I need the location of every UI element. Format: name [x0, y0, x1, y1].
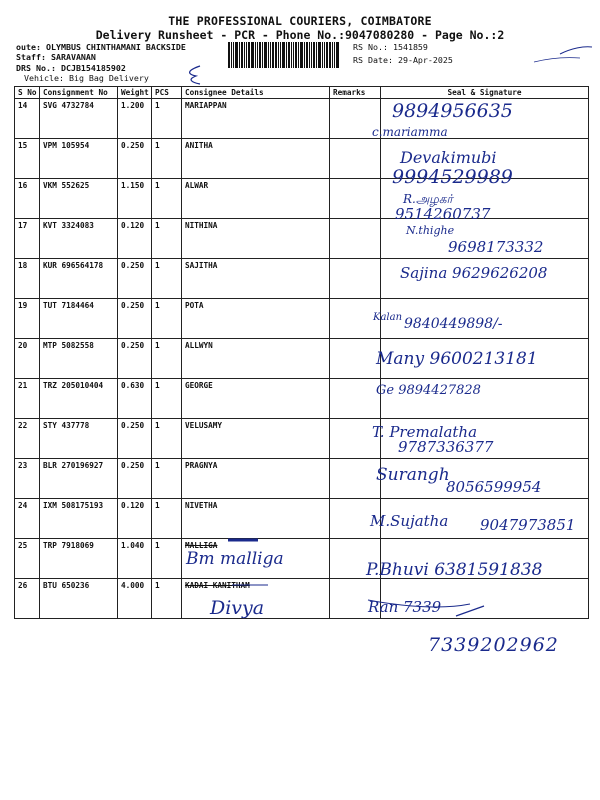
col-remarks: Remarks	[330, 87, 381, 99]
cell-consignee: ANITHA	[182, 139, 330, 179]
cell-weight: 1.040	[118, 539, 152, 579]
cell-consignee: NIVETHA	[182, 499, 330, 539]
col-pcs: PCS	[152, 87, 182, 99]
cell-consignment-no: IXM 508175193	[40, 499, 118, 539]
cell-sno: 20	[15, 339, 40, 379]
handwritten-signature-phone: P.Bhuvi 6381591838	[366, 560, 543, 580]
cell-consignee: ALLWYN	[182, 339, 330, 379]
handwritten-phone: 9994529989	[392, 166, 513, 188]
cell-consignee: SAJITHA	[182, 259, 330, 299]
cell-sno: 16	[15, 179, 40, 219]
cell-weight: 4.000	[118, 579, 152, 619]
cell-consignment-no: VKM 552625	[40, 179, 118, 219]
rs-date: RS Date: 29-Apr-2025	[353, 55, 453, 65]
cell-pcs: 1	[152, 299, 182, 339]
cell-consignee: VELUSAMY	[182, 419, 330, 459]
cell-weight: 0.120	[118, 499, 152, 539]
cell-pcs: 1	[152, 219, 182, 259]
cell-consignment-no: TRP 7918069	[40, 539, 118, 579]
cell-weight: 0.250	[118, 259, 152, 299]
cell-pcs: 1	[152, 139, 182, 179]
cell-sno: 18	[15, 259, 40, 299]
handwritten-phone: 9894956635	[392, 100, 513, 122]
handwritten-signature: Surangh	[376, 465, 450, 485]
cell-weight: 0.250	[118, 139, 152, 179]
cell-consignee: MARIAPPAN	[182, 99, 330, 139]
cell-weight: 0.120	[118, 219, 152, 259]
cell-pcs: 1	[152, 539, 182, 579]
cell-consignee: GEORGE	[182, 379, 330, 419]
cell-pcs: 1	[152, 379, 182, 419]
route-label: oute: OLYMBUS CHINTHAMANI BACKSIDE	[16, 42, 186, 52]
cell-consignee: PRAGNYA	[182, 459, 330, 499]
col-weight: Weight	[118, 87, 152, 99]
cell-consignment-no: BTU 650236	[40, 579, 118, 619]
col-consignment: Consignment No	[40, 87, 118, 99]
handwritten-signature: c.mariamma	[372, 125, 448, 139]
cell-pcs: 1	[152, 339, 182, 379]
cell-sno: 22	[15, 419, 40, 459]
handwritten-phone: 9514260737	[395, 205, 491, 223]
handwritten-signature-phone: Sajina 9629626208	[400, 264, 548, 282]
handwritten-phone: 9840449898/-	[404, 316, 503, 332]
cell-pcs: 1	[152, 179, 182, 219]
handwritten-signature-phone: Ge 9894427828	[376, 383, 481, 398]
handwritten-signature: R.அழகர்	[403, 192, 453, 206]
handwritten-phone: 9698173332	[448, 238, 544, 256]
cell-pcs: 1	[152, 99, 182, 139]
cell-consignment-no: VPM 105954	[40, 139, 118, 179]
cell-consignment-no: TRZ 205010404	[40, 379, 118, 419]
cell-weight: 0.250	[118, 339, 152, 379]
cell-consignment-no: TUT 7184464	[40, 299, 118, 339]
cell-weight: 0.250	[118, 299, 152, 339]
cell-pcs: 1	[152, 579, 182, 619]
cell-sno: 15	[15, 139, 40, 179]
cell-pcs: 1	[152, 419, 182, 459]
cell-weight: 1.200	[118, 99, 152, 139]
cell-sno: 23	[15, 459, 40, 499]
staff-label: Staff: SARAVANAN	[16, 52, 96, 62]
handwritten-phone: 7339202962	[428, 634, 559, 656]
cell-weight: 0.630	[118, 379, 152, 419]
handwritten-phone: 9787336377	[398, 438, 494, 456]
handwritten-signature: N.thighe	[406, 224, 455, 237]
handwritten-phone: 9047973851	[480, 516, 576, 534]
cell-consignment-no: MTP 5082558	[40, 339, 118, 379]
handwritten-signature: T. Premalatha	[372, 423, 478, 441]
handwritten-signature: Bm malliga	[186, 549, 284, 569]
cell-weight: 0.250	[118, 459, 152, 499]
cell-consignee: KADAI KANITHAM	[182, 579, 330, 619]
cell-sno: 26	[15, 579, 40, 619]
cell-consignee: NITHINA	[182, 219, 330, 259]
cell-consignee: MALLIGA	[182, 539, 330, 579]
cell-consignment-no: KVT 3324083	[40, 219, 118, 259]
handwritten-phone: 8056599954	[446, 478, 542, 496]
cell-sno: 19	[15, 299, 40, 339]
cell-sno: 25	[15, 539, 40, 579]
cell-consignment-no: SVG 4732784	[40, 99, 118, 139]
handwritten-signature: Divya	[210, 597, 265, 619]
cell-consignment-no: KUR 696564178	[40, 259, 118, 299]
col-consignee: Consignee Details	[182, 87, 330, 99]
company-title: THE PROFESSIONAL COURIERS, COIMBATORE	[168, 14, 432, 28]
handwritten-signature-phone: Ran 7339	[368, 598, 442, 616]
runsheet-subtitle: Delivery Runsheet - PCR - Phone No.:9047080280 - Page No.:2	[95, 28, 505, 42]
cell-pcs: 1	[152, 499, 182, 539]
cell-consignment-no: STY 437778	[40, 419, 118, 459]
cell-pcs: 1	[152, 259, 182, 299]
cell-weight: 1.150	[118, 179, 152, 219]
cell-consignee: ALWAR	[182, 179, 330, 219]
handwritten-signature: Kalan	[373, 312, 403, 323]
col-signature: Seal & Signature	[381, 87, 589, 99]
rs-number: RS No.: 1541859	[353, 42, 428, 52]
cell-pcs: 1	[152, 459, 182, 499]
handwritten-signature: M.Sujatha	[370, 512, 449, 530]
cell-sno: 21	[15, 379, 40, 419]
cell-sno: 14	[15, 99, 40, 139]
handwritten-signature: Devakimubi	[400, 148, 497, 167]
vehicle-label: Vehicle: Big Bag Delivery	[24, 73, 149, 83]
cell-sno: 17	[15, 219, 40, 259]
cell-weight: 0.250	[118, 419, 152, 459]
cell-sno: 24	[15, 499, 40, 539]
col-sno: S No	[15, 87, 40, 99]
cell-consignment-no: BLR 270196927	[40, 459, 118, 499]
drs-label: DRS No.: DCJB154185902	[16, 63, 126, 73]
cell-consignee: POTA	[182, 299, 330, 339]
handwritten-signature-phone: Many 9600213181	[376, 349, 538, 369]
